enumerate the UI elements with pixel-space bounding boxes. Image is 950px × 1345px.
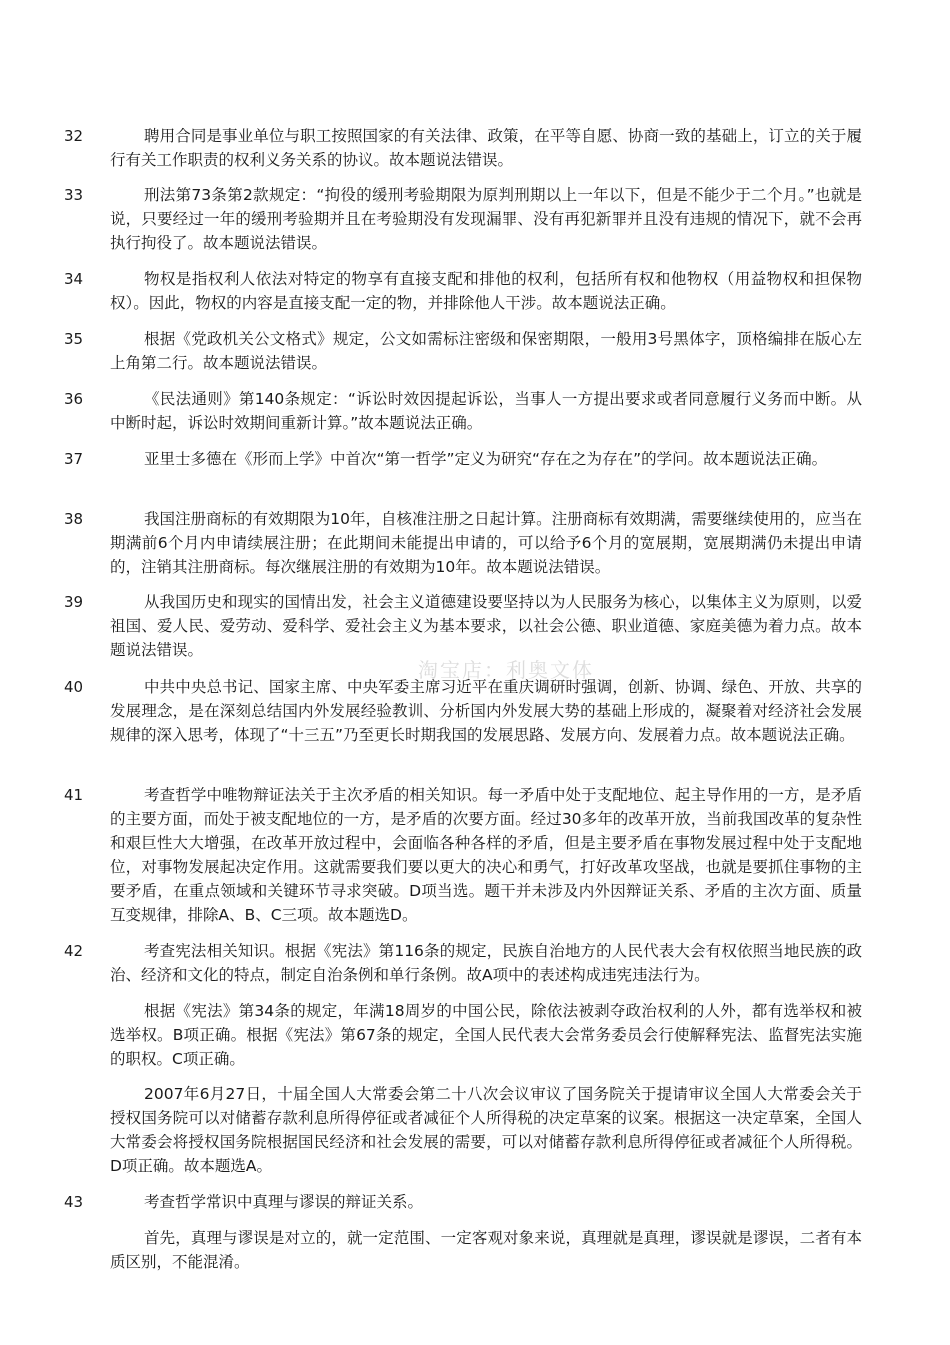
explanation-paragraph: 亚里士多德在《形而上学》中首次“第一哲学”定义为研究“存在之为存在”的学问。故本题说法正确。 xyxy=(144,450,828,468)
explanation-paragraph: 根据《党政机关公文格式》规定，公文如需标注密级和保密期限，一般用3号黑体字，顶格编排在版心左上角第二行。故本题说法错误。 xyxy=(110,330,862,372)
watermark: 淘宝店：利奥文体 xyxy=(418,658,594,682)
explanation-paragraph: 物权是指权利人依法对特定的物享有直接支配和排他的权利，包括所有权和他物权（用益物权和担保物权）。因此，物权的内容是直接支配一定的物，并排除他人干涉。故本题说法正确。 xyxy=(110,270,862,312)
question-number: 41 xyxy=(64,786,84,804)
explanation-paragraph: 考查宪法相关知识。根据《宪法》第116条的规定，民族自治地方的人民代表大会有权依照当地民族的政治、经济和文化的特点，制定自治条例和单行条例。故A项中的表述构成违宪违法行为。 xyxy=(110,942,862,984)
question-number: 43 xyxy=(64,1193,84,1211)
question-number: 33 xyxy=(64,186,84,204)
explanation-paragraph: 首先，真理与谬误是对立的，就一定范围、一定客观对象来说，真理就是真理，谬误就是谬误，二者有本质区别，不能混淆。 xyxy=(110,1229,862,1271)
question-number: 32 xyxy=(64,127,84,145)
question-number: 37 xyxy=(64,450,84,468)
explanation-paragraph: 考查哲学常识中真理与谬误的辩证关系。 xyxy=(144,1193,424,1211)
explanation-paragraph: 考查哲学中唯物辩证法关于主次矛盾的相关知识。每一矛盾中处于支配地位、起主导作用的一方，是矛盾的主要方面，而处于被支配地位的一方，是矛盾的次要方面。经过30多年的改革开放，当前我国改革的复杂性和艰巨性大大增强，在改革开放过程中，会面临各种各样的矛盾，但是主要矛盾在事物发展过程中处于支配地位，对事物发展起决定作用。这就需要我们要以更大的决心和勇气，打好改革攻坚战，也就是要抓住事物的主要矛盾，在重点领域和关键环节寻求突破。D项当选。题干并未涉及内外因辩证关系、矛盾的主次方面、质量互变规律，排除A、B、C三项。故本题选D。 xyxy=(110,786,862,924)
explanation-paragraph: 中共中央总书记、国家主席、中央军委主席习近平在重庆调研时强调，创新、协调、绿色、开放、共享的发展理念，是在深刻总结国内外发展经验教训、分析国内外发展大势的基础上形成的，凝聚着对经济社会发展规律的深入思考，体现了“十三五”乃至更长时期我国的发展思路、发展方向、发展着力点。故本题说法正确。 xyxy=(110,678,862,744)
explanation-paragraph: 《民法通则》第140条规定：“诉讼时效因提起诉讼，当事人一方提出要求或者同意履行义务而中断。从中断时起，诉讼时效期间重新计算。”故本题说法正确。 xyxy=(110,390,862,432)
question-number: 42 xyxy=(64,942,84,960)
explanation-paragraph: 我国注册商标的有效期限为10年，自核准注册之日起计算。注册商标有效期满，需要继续使用的，应当在期满前6个月内申请续展注册；在此期间未能提出申请的，可以给予6个月的宽展期，宽展期满仍未提出申请的，注销其注册商标。每次继展注册的有效期为10年。故本题说法错误。 xyxy=(110,510,862,576)
explanation-paragraph: 刑法第73条第2款规定：“拘役的缓刑考验期限为原判刑期以上一年以下，但是不能少于二个月。”也就是说，只要经过一年的缓刑考验期并且在考验期没有发现漏罪、没有再犯新罪并且没有违规的情况下，就不会再执行拘役了。故本题说法错误。 xyxy=(110,186,862,252)
explanation-paragraph: 从我国历史和现实的国情出发，社会主义道德建设要坚持以为人民服务为核心，以集体主义为原则，以爱祖国、爱人民、爱劳动、爱科学、爱社会主义为基本要求，以社会公德、职业道德、家庭美德为着力点。故本题说法错误。 xyxy=(110,593,862,659)
explanation-paragraph: 聘用合同是事业单位与职工按照国家的有关法律、政策，在平等自愿、协商一致的基础上，订立的关于履行有关工作职责的权利义务关系的协议。故本题说法错误。 xyxy=(110,127,862,169)
question-number: 39 xyxy=(64,593,84,611)
question-number: 36 xyxy=(64,390,84,408)
question-number: 34 xyxy=(64,270,84,288)
question-number: 35 xyxy=(64,330,84,348)
explanation-paragraph: 根据《宪法》第34条的规定，年满18周岁的中国公民，除依法被剥夺政治权利的人外，都有选举权和被选举权。B项正确。根据《宪法》第67条的规定，全国人民代表大会常务委员会行使解释宪法、监督宪法实施的职权。C项正确。 xyxy=(110,1002,862,1068)
question-number: 38 xyxy=(64,510,84,528)
explanation-paragraph: 2007年6月27日，十届全国人大常委会第二十八次会议审议了国务院关于提请审议全国人大常委会关于授权国务院可以对储蓄存款利息所得停征或者减征个人所得税的决定草案的议案。根据这一决定草案，全国人大常委会将授权国务院根据国民经济和社会发展的需要，可以对储蓄存款利息所得停征或者减征个人所得税。D项正确。故本题选A。 xyxy=(110,1085,862,1175)
question-number: 40 xyxy=(64,678,84,696)
